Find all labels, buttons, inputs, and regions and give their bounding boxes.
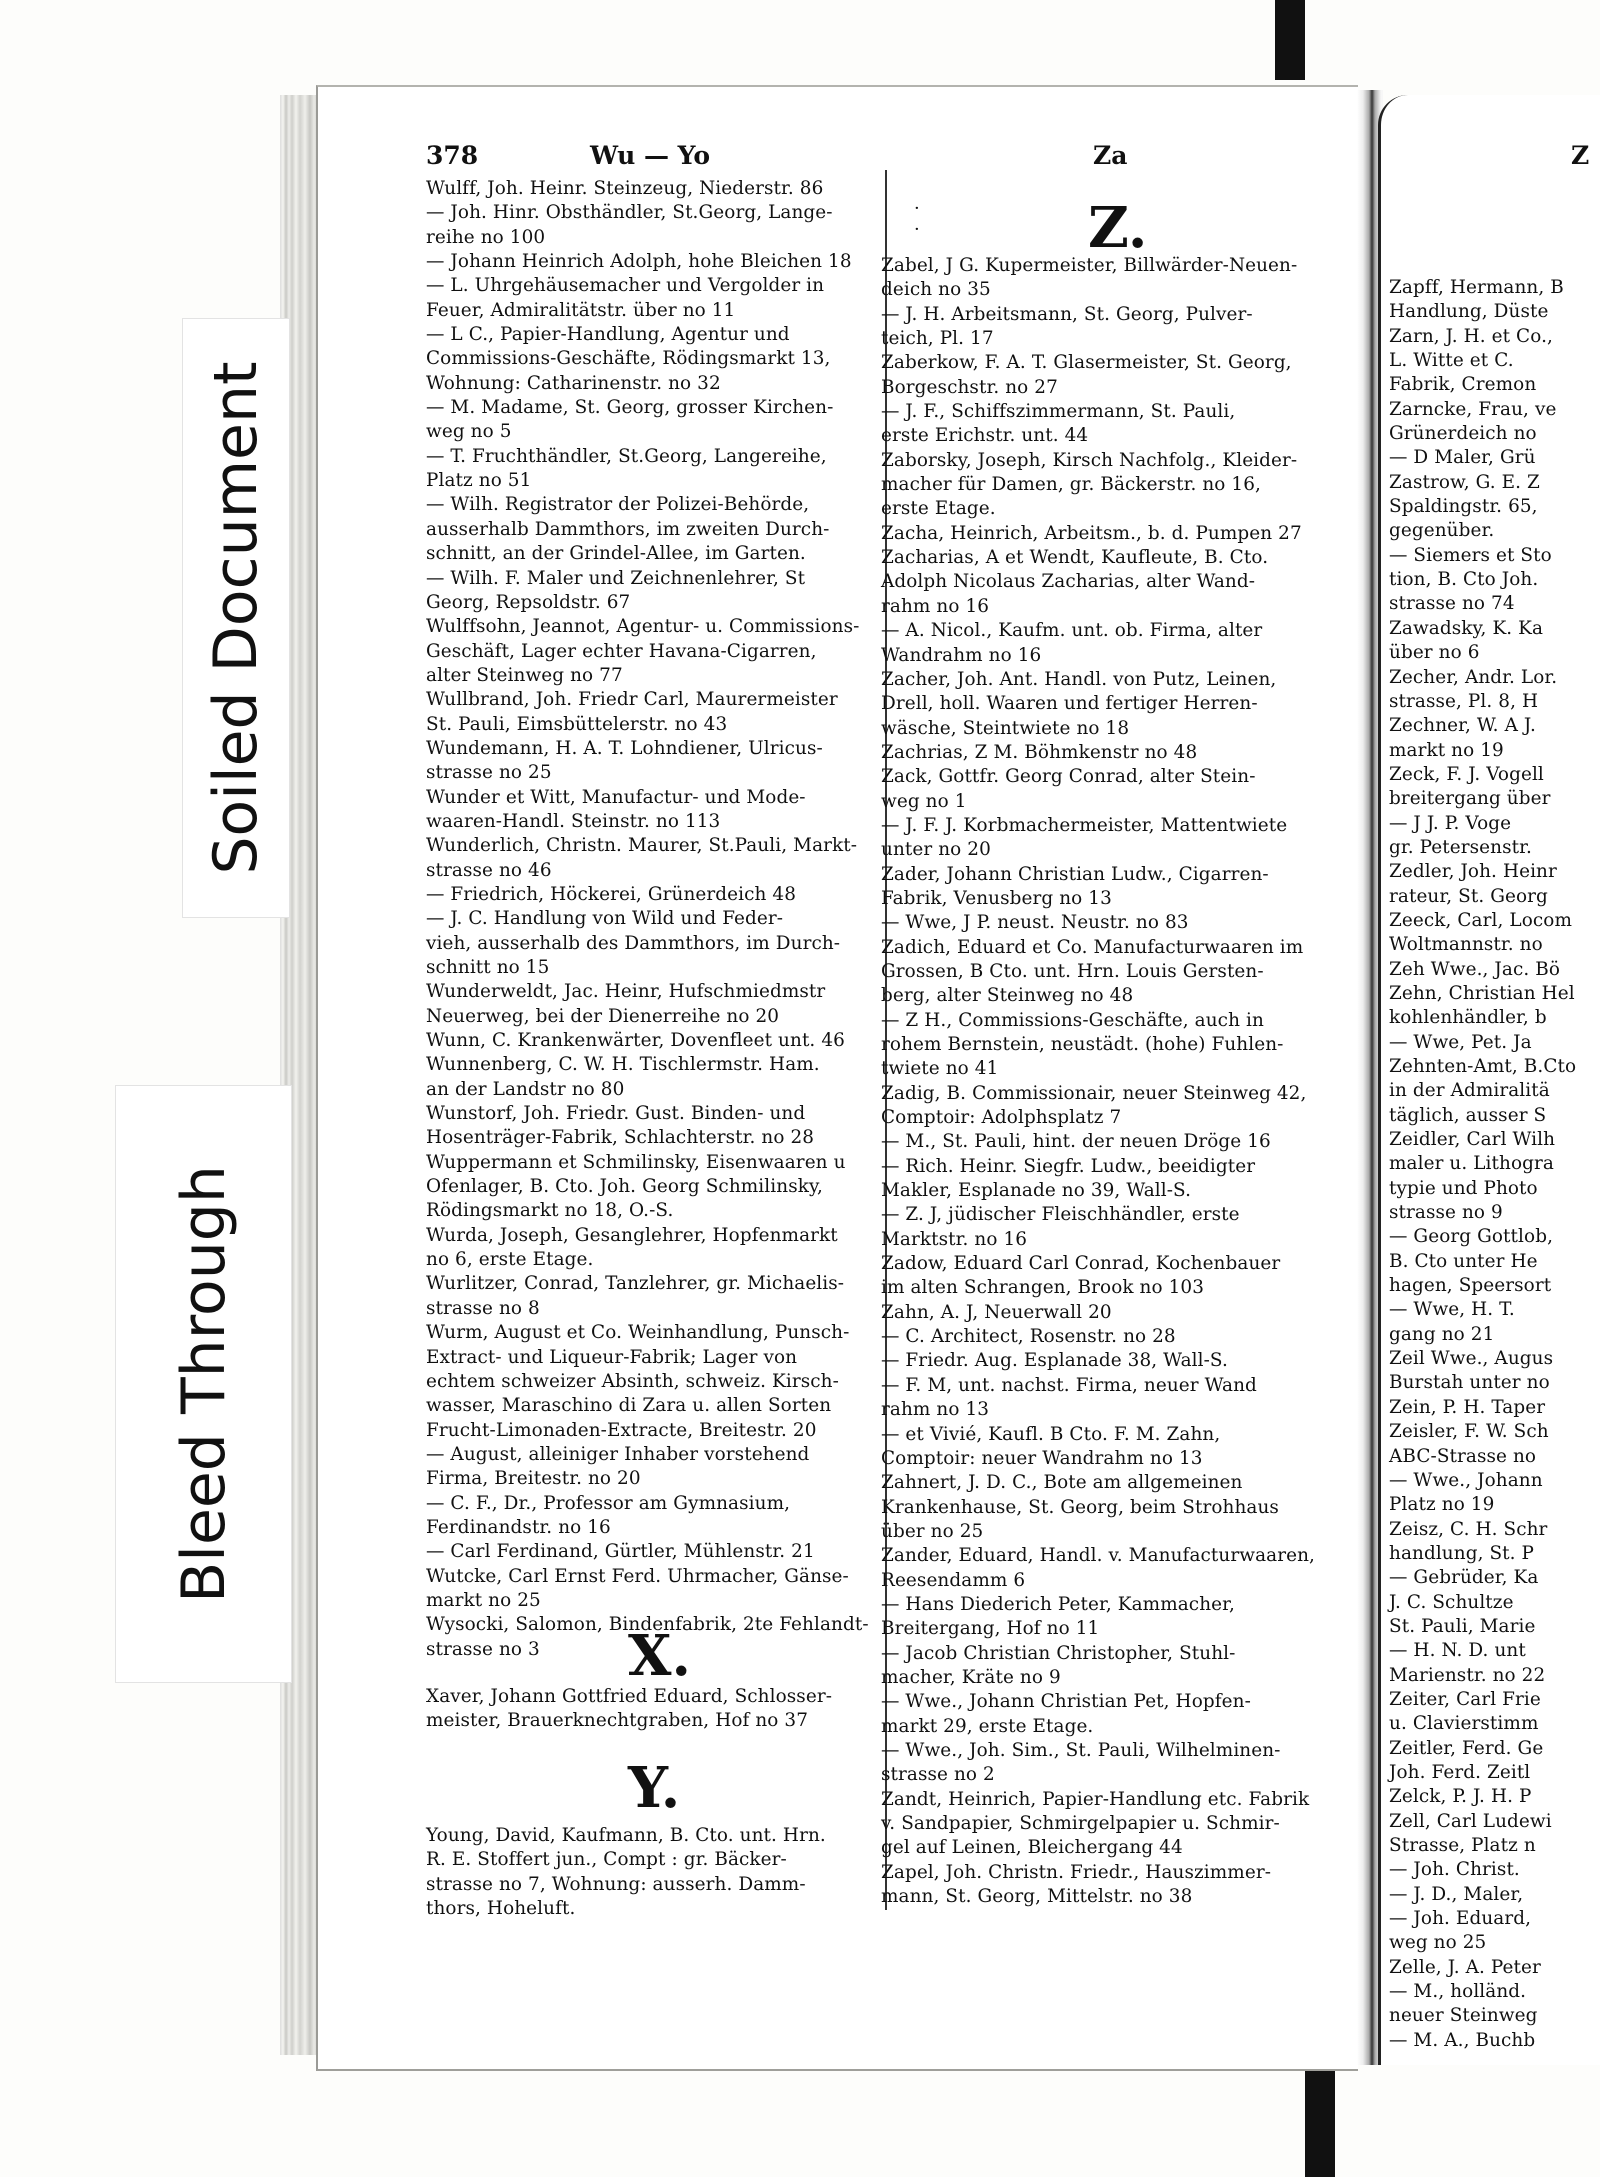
entry-line: Grossen, B Cto. unt. Hrn. Louis Gersten- xyxy=(881,960,1264,982)
entry-line: R. E. Stoffert jun., Compt : gr. Bäcker- xyxy=(426,1849,787,1871)
entry-line: Wurda, Joseph, Gesanglehrer, Hopfenmarkt xyxy=(426,1224,838,1246)
entry-line: strasse no 74 xyxy=(1389,593,1515,615)
entry-line: täglich, ausser S xyxy=(1389,1104,1547,1126)
entry-line: Fabrik, Venusberg no 13 xyxy=(881,887,1112,909)
entry-line: markt no 19 xyxy=(1389,739,1504,761)
entry-line: Frucht-Limonaden-Extracte, Breitestr. 20 xyxy=(426,1419,817,1441)
entry-line: — Rich. Heinr. Siegfr. Ludw., beeidigter xyxy=(881,1155,1256,1177)
entry-line: strasse no 9 xyxy=(1389,1202,1503,1224)
next-page-header: Z xyxy=(1571,141,1590,170)
entry-line: breitergang über xyxy=(1389,788,1551,810)
ink-dots: · · xyxy=(914,198,920,240)
entry-line: — Carl Ferdinand, Gürtler, Mühlenstr. 21 xyxy=(426,1541,815,1563)
entry-line: Zell, Carl Ludewi xyxy=(1389,1810,1552,1832)
entry-line: Zarncke, Frau, ve xyxy=(1389,398,1557,420)
entry-line: Wurlitzer, Conrad, Tanzlehrer, gr. Michaelis- xyxy=(426,1273,845,1295)
section-heading-y: Y. xyxy=(628,1755,681,1821)
entry-line: Zechner, W. A J. xyxy=(1389,715,1536,737)
entry-line: über no 25 xyxy=(881,1520,984,1542)
entry-line: — Z. J, jüdischer Fleischhändler, erste xyxy=(881,1204,1240,1226)
right-column-entries xyxy=(881,254,1341,1909)
scan-marker-top xyxy=(1275,0,1305,80)
entry-line: ausserhalb Dammthors, im zweiten Durch- xyxy=(426,518,830,540)
entry-line: Wandrahm no 16 xyxy=(881,644,1042,666)
entry-line: Woltmannstr. no xyxy=(1389,934,1543,956)
entry-line: kohlenhändler, b xyxy=(1389,1007,1547,1029)
entry-line: — Wwe, Pet. Ja xyxy=(1389,1031,1532,1053)
entry-line: Borgeschstr. no 27 xyxy=(881,376,1058,398)
entry-line: Wunnenberg, C. W. H. Tischlermstr. Ham. xyxy=(426,1054,820,1076)
entry-line: in der Admiralitä xyxy=(1389,1080,1550,1102)
entry-line: macher, Kräte no 9 xyxy=(881,1666,1061,1688)
entry-line: strasse, Pl. 8, H xyxy=(1389,690,1539,712)
entry-line: Zeeck, Carl, Locom xyxy=(1389,909,1572,931)
entry-line: Reesendamm 6 xyxy=(881,1569,1026,1591)
entry-line: Krankenhause, St. Georg, beim Strohhaus xyxy=(881,1496,1279,1518)
entry-line: Grünerdeich no xyxy=(1389,423,1537,445)
entry-line: berg, alter Steinweg no 48 xyxy=(881,985,1134,1007)
entry-line: Zeiter, Carl Frie xyxy=(1389,1688,1541,1710)
entry-line: über no 6 xyxy=(1389,642,1480,664)
entry-line: Wohnung: Catharinenstr. no 32 xyxy=(426,372,721,394)
entry-line: Wunder et Witt, Manufactur- und Mode- xyxy=(426,786,806,808)
right-column-header: Za xyxy=(1093,141,1128,170)
entry-line: Marktstr. no 16 xyxy=(881,1228,1028,1250)
entry-line: ABC-Strasse no xyxy=(1389,1445,1537,1467)
entry-line: echtem schweizer Absinth, schweiz. Kirsch- xyxy=(426,1370,839,1392)
entry-line: strasse no 2 xyxy=(881,1764,995,1786)
entry-line: — Georg Gottlob, xyxy=(1389,1226,1554,1248)
entry-line: Zeil Wwe., Augus xyxy=(1389,1348,1554,1370)
entry-line: schnitt, an der Grindel-Allee, im Garten. xyxy=(426,543,806,565)
entry-line: — F. M, unt. nachst. Firma, neuer Wand xyxy=(881,1374,1257,1396)
entry-line: Zeisz, C. H. Schr xyxy=(1389,1518,1548,1540)
entry-line: Breitergang, Hof no 11 xyxy=(881,1618,1100,1640)
x-entries xyxy=(426,1685,832,1734)
entry-line: Geschäft, Lager echter Havana-Cigarren, xyxy=(426,640,817,662)
entry-line: Marienstr. no 22 xyxy=(1389,1664,1546,1686)
entry-line: — Wwe., Johann Christian Pet, Hopfen- xyxy=(881,1691,1251,1713)
entry-line: unter no 20 xyxy=(881,839,991,861)
entry-line: v. Sandpapier, Schmirgelpapier u. Schmir- xyxy=(881,1813,1280,1834)
entry-line: Platz no 51 xyxy=(426,470,532,492)
entry-line: Feuer, Admiralitätstr. über no 11 xyxy=(426,299,736,321)
entry-line: Zaborsky, Joseph, Kirsch Nachfolg., Kleider- xyxy=(881,449,1298,471)
entry-line: Zelck, P. J. H. P xyxy=(1389,1786,1532,1808)
entry-line: Zelle, J. A. Peter xyxy=(1389,1956,1541,1978)
entry-line: Rödingsmarkt no 18, O.-S. xyxy=(426,1200,674,1222)
y-entries xyxy=(426,1824,826,1921)
entry-line: Handlung, Düste xyxy=(1389,301,1549,323)
entry-line: — Jacob Christian Christopher, Stuhl- xyxy=(881,1642,1236,1664)
entry-line: — Z H., Commissions-Geschäfte, auch in xyxy=(881,1009,1264,1031)
entry-line: markt 29, erste Etage. xyxy=(881,1715,1094,1737)
entry-line: macher für Damen, gr. Bäckerstr. no 16, xyxy=(881,474,1261,496)
soiled-document-text: Soiled Document xyxy=(201,361,271,875)
entry-line: Zadich, Eduard et Co. Manufacturwaaren im xyxy=(881,936,1304,958)
entry-line: strasse no 8 xyxy=(426,1297,540,1319)
entry-line: rahm no 13 xyxy=(881,1399,990,1421)
entry-line: — Wwe, J P. neust. Neustr. no 83 xyxy=(881,912,1189,934)
entry-line: erste Etage. xyxy=(881,498,996,520)
entry-line: Joh. Ferd. Zeitl xyxy=(1389,1761,1531,1783)
entry-line: Firma, Breitestr. no 20 xyxy=(426,1468,641,1490)
entry-line: — Wilh. F. Maler und Zeichnenlehrer, St xyxy=(426,567,806,589)
entry-line: strasse no 25 xyxy=(426,762,552,784)
entry-line: maler u. Lithogra xyxy=(1389,1153,1554,1175)
entry-line: gel auf Leinen, Bleichergang 44 xyxy=(881,1837,1183,1859)
entry-line: deich no 35 xyxy=(881,279,991,301)
entry-line: — Gebrüder, Ka xyxy=(1389,1567,1539,1589)
entry-line: Zader, Johann Christian Ludw., Cigarren- xyxy=(881,863,1269,885)
entry-line: gegenüber. xyxy=(1389,520,1495,542)
entry-line: — et Vivié, Kaufl. B Cto. F. M. Zahn, xyxy=(881,1423,1221,1445)
entry-line: Commissions-Geschäfte, Rödingsmarkt 13, xyxy=(426,348,831,370)
entry-line: strasse no 3 xyxy=(426,1638,540,1660)
entry-line: Wullbrand, Joh. Friedr Carl, Maurermeister xyxy=(426,689,838,711)
entry-line: — Hans Diederich Peter, Kammacher, xyxy=(881,1593,1235,1615)
entry-line: hagen, Speersort xyxy=(1389,1275,1552,1297)
section-heading-z: Z. xyxy=(1088,195,1148,261)
entry-line: alter Steinweg no 77 xyxy=(426,664,623,686)
entry-line: — M. Madame, St. Georg, grosser Kirchen- xyxy=(426,397,834,419)
entry-line: Wunstorf, Joh. Friedr. Gust. Binden- und xyxy=(426,1103,806,1125)
entry-line: strasse no 46 xyxy=(426,859,552,881)
entry-line: — J. C. Handlung von Wild und Feder- xyxy=(426,908,784,930)
entry-line: Platz no 19 xyxy=(1389,1494,1495,1516)
entry-line: Zehnten-Amt, B.Cto xyxy=(1389,1056,1577,1077)
entry-line: erste Erichstr. unt. 44 xyxy=(881,425,1089,447)
entry-line: — Wwe., Joh. Sim., St. Pauli, Wilhelminen- xyxy=(881,1739,1281,1761)
entry-line: reihe no 100 xyxy=(426,226,546,248)
entry-line: Wutcke, Carl Ernst Ferd. Uhrmacher, Gänse- xyxy=(426,1565,849,1587)
entry-line: — Joh. Hinr. Obsthändler, St.Georg, Lange- xyxy=(426,202,833,224)
entry-line: Zeh Wwe., Jac. Bö xyxy=(1389,958,1561,980)
entry-line: Zadow, Eduard Carl Conrad, Kochenbauer xyxy=(881,1253,1281,1275)
entry-line: meister, Brauerknechtgraben, Hof no 37 xyxy=(426,1710,809,1732)
entry-line: Wuppermann et Schmilinsky, Eisenwaaren u xyxy=(426,1151,846,1173)
left-column-entries xyxy=(426,177,881,1662)
entry-line: Zecher, Andr. Lor. xyxy=(1389,666,1558,688)
entry-line: rahm no 16 xyxy=(881,595,990,617)
entry-line: Zeisler, F. W. Sch xyxy=(1389,1421,1549,1443)
entry-line: Zandt, Heinrich, Papier-Handlung etc. Fabrik xyxy=(881,1788,1310,1810)
entry-line: — Johann Heinrich Adolph, hohe Bleichen 18 xyxy=(426,251,852,273)
page-range-header: Wu — Yo xyxy=(590,141,710,170)
entry-line: vieh, ausserhalb des Dammthors, im Durch- xyxy=(426,932,841,954)
entry-line: Xaver, Johann Gottfried Eduard, Schlosser- xyxy=(426,1686,833,1707)
entry-line: — Wwe., Johann xyxy=(1389,1469,1543,1491)
entry-line: gr. Petersenstr. xyxy=(1389,836,1532,858)
entry-line: Zacharias, A et Wendt, Kaufleute, B. Cto. xyxy=(881,547,1269,569)
entry-line: wäsche, Steintwiete no 18 xyxy=(881,717,1130,739)
entry-line: teich, Pl. 17 xyxy=(881,328,994,350)
entry-line: Zack, Gottfr. Georg Conrad, alter Stein- xyxy=(881,766,1256,788)
entry-line: strasse no 7, Wohnung: ausserh. Damm- xyxy=(426,1873,806,1895)
entry-line: Zawadsky, K. Ka xyxy=(1389,617,1544,639)
entry-line: — J J. P. Voge xyxy=(1389,812,1512,834)
entry-line: — T. Fruchthändler, St.Georg, Langereihe, xyxy=(426,445,827,467)
entry-line: typie und Photo xyxy=(1389,1177,1538,1199)
entry-line: Zastrow, G. E. Z xyxy=(1389,471,1540,493)
entry-line: markt no 25 xyxy=(426,1589,541,1611)
entry-line: Zahnert, J. D. C., Bote am allgemeinen xyxy=(881,1472,1243,1494)
section-heading-x: X. xyxy=(628,1623,691,1689)
entry-line: Zander, Eduard, Handl. v. Manufacturwaaren, xyxy=(881,1545,1315,1567)
entry-line: Zehn, Christian Hel xyxy=(1389,982,1575,1004)
page-number: 378 xyxy=(426,141,479,170)
entry-line: — Joh. Eduard, xyxy=(1389,1908,1532,1930)
bleed-through-text: Bleed Through xyxy=(168,1165,239,1603)
entry-line: Comptoir: neuer Wandrahm no 13 xyxy=(881,1447,1203,1469)
entry-line: Wunn, C. Krankenwärter, Dovenfleet unt. 46 xyxy=(426,1030,845,1052)
entry-line: — Siemers et Sto xyxy=(1389,544,1552,566)
entry-line: — L C., Papier-Handlung, Agentur und xyxy=(426,324,790,346)
entry-line: J. C. Schultze xyxy=(1389,1591,1514,1613)
entry-line: Ofenlager, B. Cto. Joh. Georg Schmilinsky, xyxy=(426,1176,823,1198)
entry-line: — A. Nicol., Kaufm. unt. ob. Firma, alter xyxy=(881,620,1263,642)
entry-line: Fabrik, Cremon xyxy=(1389,374,1537,396)
entry-line: rohem Bernstein, neustädt. (hohe) Fuhlen- xyxy=(881,1034,1284,1055)
entry-line: tion, B. Cto Joh. xyxy=(1389,569,1539,591)
entry-line: — C. Architect, Rosenstr. no 28 xyxy=(881,1326,1176,1348)
entry-line: St. Pauli, Eimsbüttelerstr. no 43 xyxy=(426,713,728,735)
entry-line: Extract- und Liqueur-Fabrik; Lager von xyxy=(426,1346,798,1368)
entry-line: Zeck, F. J. Vogell xyxy=(1389,763,1544,785)
entry-line: waaren-Handl. Steinstr. no 113 xyxy=(426,810,721,832)
entry-line: — D Maler, Grü xyxy=(1389,447,1536,469)
entry-line: an der Landstr no 80 xyxy=(426,1078,625,1100)
entry-line: Zapel, Joh. Christn. Friedr., Hauszimmer- xyxy=(881,1861,1272,1883)
entry-line: Adolph Nicolaus Zacharias, alter Wand- xyxy=(881,571,1256,593)
entry-line: Wulffsohn, Jeannot, Agentur- u. Commissions- xyxy=(426,616,860,638)
entry-line: Hosenträger-Fabrik, Schlachterstr. no 28 xyxy=(426,1127,815,1149)
entry-line: Wunderweldt, Jac. Heinr, Hufschmiedmstr xyxy=(426,981,826,1003)
entry-line: wasser, Maraschino di Zara u. allen Sorten xyxy=(426,1395,832,1417)
entry-line: — J. F., Schiffszimmermann, St. Pauli, xyxy=(881,401,1236,423)
entry-line: Zeidler, Carl Wilh xyxy=(1389,1129,1556,1151)
entry-line: — Wwe, H. T. xyxy=(1389,1299,1515,1321)
entry-line: Zacha, Heinrich, Arbeitsm., b. d. Pumpen 27 xyxy=(881,522,1302,544)
entry-line: — Friedrich, Höckerei, Grünerdeich 48 xyxy=(426,883,796,905)
entry-line: Comptoir: Adolphsplatz 7 xyxy=(881,1107,1122,1129)
entry-line: — J. D., Maler, xyxy=(1389,1883,1524,1905)
entry-line: Strasse, Platz n xyxy=(1389,1835,1536,1856)
entry-line: — M. A., Buchb xyxy=(1389,2029,1536,2051)
entry-line: St. Pauli, Marie xyxy=(1389,1615,1536,1637)
entry-line: Zahn, A. J, Neuerwall 20 xyxy=(881,1301,1112,1323)
entry-line: schnitt no 15 xyxy=(426,957,550,978)
entry-line: Wurm, August et Co. Weinhandlung, Punsch- xyxy=(426,1322,850,1344)
entry-line: Zacher, Joh. Ant. Handl. von Putz, Leinen, xyxy=(881,668,1277,690)
entry-line: Spaldingstr. 65, xyxy=(1389,496,1538,518)
entry-line: weg no 25 xyxy=(1389,1932,1487,1954)
entry-line: rateur, St. Georg xyxy=(1389,885,1548,907)
entry-line: Zedler, Joh. Heinr xyxy=(1389,861,1557,883)
entry-line: — J. H. Arbeitsmann, St. Georg, Pulver- xyxy=(881,303,1253,325)
entry-line: im alten Schrangen, Brook no 103 xyxy=(881,1277,1205,1299)
entry-line: no 6, erste Etage. xyxy=(426,1249,594,1271)
entry-line: — Friedr. Aug. Esplanade 38, Wall-S. xyxy=(881,1350,1228,1372)
entry-line: — M., St. Pauli, hint. der neuen Dröge 16 xyxy=(881,1131,1271,1153)
entry-line: Wysocki, Salomon, Bindenfabrik, 2te Fehlandt- xyxy=(426,1614,869,1636)
entry-line: Ferdinandstr. no 16 xyxy=(426,1516,611,1538)
entry-line: Young, David, Kaufmann, B. Cto. unt. Hrn. xyxy=(426,1825,826,1846)
entry-line: Zadig, B. Commissionair, neuer Steinweg 42, xyxy=(881,1082,1307,1104)
entry-line: Drell, holl. Waaren und fertiger Herren- xyxy=(881,693,1258,715)
entry-line: — J. F. J. Korbmachermeister, Mattentwiete xyxy=(881,814,1288,836)
next-page-entries xyxy=(1389,276,1576,2053)
entry-line: twiete no 41 xyxy=(881,1058,999,1080)
entry-line: — L. Uhrgehäusemacher und Vergolder in xyxy=(426,275,825,297)
soiled-document-stamp xyxy=(182,318,290,918)
entry-line: — M., holländ. xyxy=(1389,1981,1527,2003)
entry-line: u. Clavierstimm xyxy=(1389,1713,1539,1735)
entry-line: Wundemann, H. A. T. Lohndiener, Ulricus- xyxy=(426,737,823,759)
next-page-fragment xyxy=(1378,95,1600,2065)
entry-line: weg no 5 xyxy=(426,421,512,443)
entry-line: B. Cto unter He xyxy=(1389,1250,1538,1272)
entry-line: Wunderlich, Christn. Maurer, St.Pauli, Markt- xyxy=(426,835,858,857)
entry-line: — August, alleiniger Inhaber vorstehend xyxy=(426,1443,810,1465)
entry-line: Neuerweg, bei der Dienerreihe no 20 xyxy=(426,1005,780,1027)
entry-line: L. Witte et C. xyxy=(1389,350,1514,372)
entry-line: neuer Steinweg xyxy=(1389,2005,1538,2027)
entry-line: — C. F., Dr., Professor am Gymnasium, xyxy=(426,1492,791,1514)
entry-line: — Joh. Christ. xyxy=(1389,1859,1520,1881)
entry-line: Zeitler, Ferd. Ge xyxy=(1389,1737,1544,1759)
entry-line: Zaberkow, F. A. T. Glasermeister, St. Georg, xyxy=(881,352,1292,374)
entry-line: handlung, St. P xyxy=(1389,1542,1535,1564)
entry-line: mann, St. Georg, Mittelstr. no 38 xyxy=(881,1886,1193,1908)
entry-line: Georg, Repsoldstr. 67 xyxy=(426,591,631,613)
entry-line: gang no 21 xyxy=(1389,1323,1495,1345)
entry-line: weg no 1 xyxy=(881,790,967,812)
entry-line: Wulff, Joh. Heinr. Steinzeug, Niederstr. 86 xyxy=(426,178,824,199)
entry-line: — Wilh. Registrator der Polizei-Behörde, xyxy=(426,494,810,516)
entry-line: Zarn, J. H. et Co., xyxy=(1389,325,1553,347)
entry-line: Zabel, J G. Kupermeister, Billwärder-Neuen- xyxy=(881,255,1298,276)
entry-line: — H. N. D. unt xyxy=(1389,1640,1526,1662)
entry-line: Zein, P. H. Taper xyxy=(1389,1396,1546,1418)
entry-line: Makler, Esplanade no 39, Wall-S. xyxy=(881,1180,1192,1202)
entry-line: thors, Hoheluft. xyxy=(426,1898,576,1920)
entry-line: Zachrias, Z M. Böhmkenstr no 48 xyxy=(881,741,1198,763)
entry-line: Burstah unter no xyxy=(1389,1372,1550,1394)
bleed-through-stamp xyxy=(115,1085,292,1683)
entry-line: Zapff, Hermann, B xyxy=(1389,277,1564,298)
